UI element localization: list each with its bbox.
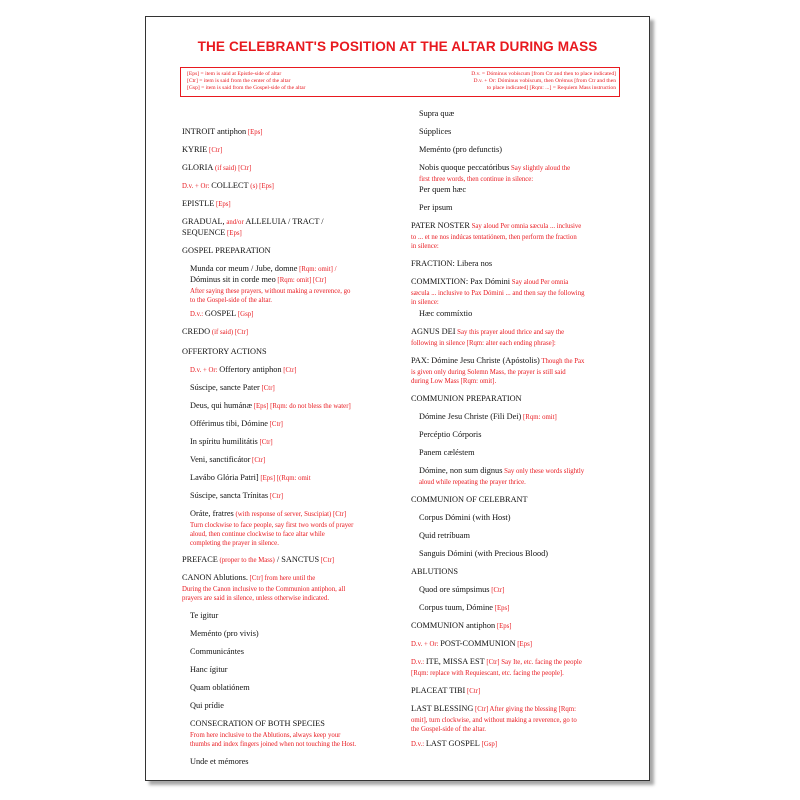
- prayer-title: SEQUENCE: [182, 228, 226, 237]
- entry-pax: [411, 356, 584, 368]
- instruction-note: to ... et ne nos indúcas tentatiónem, then perform the fraction: [411, 234, 577, 241]
- prayer-title: Dómine, non sum dignus: [419, 466, 503, 475]
- position-tag: [Ctr]: [207, 147, 223, 154]
- instruction-note: in silence:: [411, 299, 439, 306]
- instruction-note: to the Gospel-side of the altar.: [190, 297, 272, 304]
- position-tag: [Ctr]: [489, 587, 505, 594]
- prayer-title: Qui prídie: [190, 701, 224, 710]
- entry-lb_note2: [411, 724, 486, 735]
- position-tag: [Eps]: [214, 201, 231, 208]
- prayer-title: COMMUNION OF CELEBRANT: [411, 495, 528, 504]
- entry-deus_humanae: [182, 401, 351, 413]
- instruction-note: omit], turn clockwise, and without making a reverence, go to: [411, 717, 577, 724]
- prayer-title: Offertory antiphon: [219, 365, 282, 374]
- entry-gospel_prep: [182, 246, 271, 257]
- prayer-title: EPISTLE: [182, 199, 215, 208]
- entry-gospel: [182, 309, 253, 321]
- entry-epistle: [182, 199, 231, 211]
- legend-row: D.v. + Or: Dóminus vobíscum, then Orémus [from Ctr and then: [473, 78, 616, 84]
- position-tag: Say this prayer aloud thrice and say the: [455, 329, 565, 336]
- entry-off_antiphon: [182, 365, 296, 377]
- prayer-title: PAX:: [411, 356, 430, 365]
- entry-comm_celebrant: [411, 495, 528, 506]
- entry-corpus_tuum: [411, 603, 509, 615]
- prayer-title: PATER NOSTER: [411, 221, 470, 230]
- dominus-vobiscum-marker: D.v. + Or:: [182, 183, 212, 190]
- prayer-title-cont: ALLELUIA / TRACT /: [243, 217, 324, 226]
- instruction-note: During the Canon inclusive to the Communion antiphon, all: [182, 586, 346, 593]
- dominus-vobiscum-marker: D.v.:: [411, 741, 426, 748]
- prayer-title: Offérimus tibi, Dómine: [190, 419, 268, 428]
- prayer-title: Supra quæ: [419, 109, 455, 118]
- prayer-title-cont: Pax Dómini: [468, 277, 511, 286]
- entry-haec: [411, 309, 472, 320]
- instruction-note: first three words, then continue in silence:: [419, 176, 534, 183]
- dominus-vobiscum-marker: D.v. + Or:: [411, 641, 441, 648]
- instruction-note: in silence:: [411, 243, 439, 250]
- position-tag: [Ctr]: [233, 329, 249, 336]
- entry-sanguis: [411, 549, 548, 560]
- position-tag: [Ctr] Say Ite, etc. facing the people: [484, 659, 582, 666]
- prayer-title: INTROIT antiphon: [182, 127, 247, 136]
- instruction-note: the Gospel-side of the altar.: [411, 726, 486, 733]
- prayer-title: GLORIA: [182, 163, 214, 172]
- qualifier: (proper to the Mass): [217, 557, 275, 564]
- prayer-title: COMMUNION antiphon: [411, 621, 496, 630]
- instruction-note: aloud while repeating the prayer thrice.: [419, 479, 526, 486]
- position-tag: [Eps] [Rqm: do not bless the water]: [252, 403, 351, 410]
- entry-suscipe_pater: [182, 383, 275, 395]
- prayer-title: Quod ore súmpsimus: [419, 585, 490, 594]
- instruction-note: sæcula ... inclusive to Pax Dómini ... and then say the following: [411, 290, 585, 297]
- qualifier: and/or: [224, 219, 244, 226]
- prayer-title: GOSPEL: [204, 309, 237, 318]
- entry-commix_note2: [411, 297, 439, 308]
- entry-offertory: [182, 347, 267, 358]
- prayer-title: Corpus tuum, Dómine: [419, 603, 493, 612]
- entry-nobis_note: [411, 174, 533, 185]
- dominus-vobiscum-marker: D.v.:: [411, 659, 426, 666]
- instruction-note: After saying these prayers, without making a reverence, go: [190, 288, 351, 295]
- position-tag: [Ctr]: [465, 688, 481, 695]
- entry-comm_prep: [411, 394, 522, 405]
- prayer-title: Unde et mémores: [190, 757, 249, 766]
- position-tag: [Eps]: [246, 129, 263, 136]
- entry-post_comm: [411, 639, 532, 651]
- entry-ite_note: [411, 668, 564, 679]
- instruction-note: prayers are said in silence, unless otherwise indicated.: [182, 595, 330, 602]
- prayer-title: Hanc ígitur: [190, 665, 228, 674]
- prayer-title: KYRIE: [182, 145, 208, 154]
- entry-last_blessing: [411, 704, 576, 716]
- position-tag: [Ctr]: [267, 421, 283, 428]
- entry-gradual: [182, 217, 324, 229]
- entry-agnus_note: [411, 338, 556, 349]
- entry-suscipe_trinitas: [182, 491, 283, 503]
- entry-orate_note3: [182, 538, 279, 549]
- prayer-title: CREDO: [182, 327, 211, 336]
- entry-kyrie: [182, 145, 222, 157]
- prayer-title: ABLUTIONS: [411, 567, 459, 576]
- entry-qui_pridie: [182, 701, 224, 712]
- position-tag: [Ctr]: [281, 367, 297, 374]
- entry-veni: [182, 455, 265, 467]
- qualifier: (with Host): [470, 513, 511, 522]
- entry-agnus: [411, 327, 564, 339]
- legend-row: [Eps] = item is said at Epistle-side of altar: [187, 71, 282, 77]
- position-tag: [Rqm: omit] [Ctr]: [275, 277, 327, 284]
- legend-left: [187, 71, 305, 92]
- prayer-title: Dóminus sit in corde meo: [190, 275, 276, 284]
- entry-offerimus: [182, 419, 283, 431]
- entry-quam_oblationem: [182, 683, 250, 694]
- instruction-note: From here inclusive to the Ablutions, always keep your: [190, 732, 341, 739]
- entry-lavabo: [182, 473, 311, 485]
- entry-quod: [411, 585, 504, 597]
- entry-quid: [411, 531, 470, 542]
- prayer-title: Meménto: [419, 145, 451, 154]
- instruction-note: thumbs and index fingers joined when not touching the Host.: [190, 741, 357, 748]
- prayer-title: Súscipe, sancte Pater: [190, 383, 260, 392]
- prayer-title: PREFACE: [182, 555, 218, 564]
- entry-pater: [411, 221, 581, 233]
- prayer-title-cont: Dómine Jesu Christe (Apóstolis): [429, 356, 540, 365]
- entry-communicantes: [182, 647, 244, 658]
- entry-last_gospel: [411, 739, 497, 751]
- entry-pater_note2: [411, 241, 439, 252]
- prayer-title: Deus, qui humánæ: [190, 401, 252, 410]
- instruction-note: aloud, then continue clockwise to face altar while: [190, 531, 325, 538]
- position-tag: [Ctr]: [236, 165, 252, 172]
- prayer-title: CONSECRATION OF BOTH SPECIES: [190, 719, 325, 728]
- prayer-title: GRADUAL,: [182, 217, 225, 226]
- legend-right: [411, 71, 616, 92]
- entry-pax_note2: [411, 376, 496, 387]
- entry-canon: [182, 573, 315, 585]
- entry-orate: [182, 509, 346, 521]
- position-tag: [Ctr]: [257, 439, 273, 446]
- position-tag: [Eps]: [257, 183, 274, 190]
- entry-supra: [411, 109, 454, 120]
- prayer-title: Te igitur: [190, 611, 219, 620]
- qualifier: (with Precious Blood): [472, 549, 549, 558]
- prayer-title: Quam oblatiónem: [190, 683, 250, 692]
- entry-commixtion: [411, 277, 568, 289]
- prayer-title: Communicántes: [190, 647, 244, 656]
- prayer-title: Nobis quoque peccatóribus: [419, 163, 510, 172]
- entry-ablutions: [411, 567, 458, 578]
- prayer-title-cont: Libera nos: [454, 259, 493, 268]
- position-tag: [Eps]: [515, 641, 532, 648]
- position-tag: Say aloud Per omnia: [510, 279, 569, 286]
- entry-domine_jesu: [411, 412, 557, 424]
- entry-te_igitur: [182, 611, 218, 622]
- entry-introit: [182, 127, 263, 139]
- prayer-title: Quid retríbuam: [419, 531, 470, 540]
- entry-munda: [182, 264, 336, 276]
- instruction-note: completing the prayer in silence.: [190, 540, 279, 547]
- entry-domine_non: [411, 466, 584, 478]
- entry-credo: [182, 327, 248, 339]
- prayer-title: GOSPEL PREPARATION: [182, 246, 271, 255]
- prayer-title: FRACTION:: [411, 259, 455, 268]
- entry-memento_def: [411, 145, 502, 156]
- prayer-title: COMMIXTION:: [411, 277, 469, 286]
- entry-unde: [182, 757, 249, 768]
- prayer-title: Hæc commíxtio: [419, 309, 473, 318]
- position-tag: [Ctr] from here until the: [247, 575, 316, 582]
- position-tag: [Ctr]: [319, 557, 335, 564]
- qualifier: (Fili Dei): [488, 412, 522, 421]
- dominus-vobiscum-marker: D.v. + Or:: [190, 367, 220, 374]
- position-tag: [Eps]: [495, 623, 512, 630]
- legend-row: [Gsp] = item is said from the Gospel-side of the altar: [187, 85, 306, 91]
- entry-consecration: [182, 719, 325, 730]
- qualifier: (s): [248, 183, 258, 190]
- prayer-title-cont: Glória Patri]: [214, 473, 259, 482]
- instruction-note: [Rqm: replace with Requiescant, etc. facing the people].: [411, 670, 564, 677]
- prayer-title: CANON: [182, 573, 212, 582]
- entry-gospel_note2: [182, 295, 272, 306]
- position-tag: [Ctr]: [268, 493, 284, 500]
- legend-box: [180, 67, 620, 97]
- instruction-note: is given only during Solemn Mass, the prayer is still said: [411, 369, 566, 376]
- prayer-title: Dómine Jesu Christe: [419, 412, 489, 421]
- legend-row: to place indicated] [Rqm: ...] = Requiem Mass instruction: [486, 85, 616, 91]
- prayer-title: AGNUS DEI: [411, 327, 456, 336]
- entry-perceptio: [411, 430, 481, 441]
- prayer-title: OFFERTORY ACTIONS: [182, 347, 267, 356]
- prayer-title: LAST BLESSING: [411, 704, 474, 713]
- qualifier: (if said): [213, 165, 237, 172]
- entry-gloria: [182, 163, 251, 175]
- prayer-title: Percéptio Córporis: [419, 430, 482, 439]
- entry-panem: [411, 448, 475, 459]
- entry-canon_note2: [182, 593, 329, 604]
- card-title: THE CELEBRANT'S POSITION AT THE ALTAR DURING MASS: [197, 39, 598, 54]
- entry-ite: [411, 657, 582, 669]
- position-tag: [Ctr] After giving the blessing [Rqm:: [473, 706, 577, 713]
- position-tag: Say slightly aloud the: [509, 165, 571, 172]
- position-tag: Though the Pax: [539, 358, 585, 365]
- position-tag: Say only these words slightly: [502, 468, 585, 475]
- entry-domine_non_note: [411, 477, 526, 488]
- position-tag: [Rqm: omit]: [521, 414, 557, 421]
- prayer-title: ITE, MISSA EST: [425, 657, 485, 666]
- entry-nobis: [411, 163, 570, 175]
- entry-memento_vivis: [182, 629, 259, 640]
- prayer-title: Panem cæléstem: [419, 448, 475, 457]
- position-tag: [Ctr]: [259, 385, 275, 392]
- prayer-title-cont: Ablutions.: [211, 573, 248, 582]
- position-tag: [Gsp]: [236, 311, 254, 318]
- prayer-title: Meménto: [190, 629, 222, 638]
- position-tag: [Rqm: omit] /: [297, 266, 337, 273]
- qualifier: (pro vivis): [221, 629, 259, 638]
- instruction-card: [145, 16, 650, 781]
- entry-sequence: [182, 228, 242, 240]
- position-tag: (with response of server, Suscipiat) [Ctr]: [233, 511, 347, 518]
- position-tag: [Eps]: [225, 230, 242, 237]
- position-tag: Say aloud Per omnia sæcula ... inclusive: [469, 223, 582, 230]
- instruction-note: Turn clockwise to face people, say first two words of prayer: [190, 522, 354, 529]
- prayer-title: Lavábo: [190, 473, 215, 482]
- instruction-note: during Low Mass [Rqm: omit].: [411, 378, 497, 385]
- prayer-title: LAST GOSPEL: [425, 739, 480, 748]
- prayer-title: COLLECT: [211, 181, 249, 190]
- prayer-title: COMMUNION PREPARATION: [411, 394, 522, 403]
- instruction-note: following in silence [Rqm: alter each ending phrase]:: [411, 340, 556, 347]
- prayer-title: Súscipe, sancta Trínitas: [190, 491, 269, 500]
- prayer-title: Per ipsum: [419, 203, 453, 212]
- prayer-title: PLACEAT TIBI: [411, 686, 466, 695]
- qualifier: (pro defunctis): [450, 145, 502, 154]
- entry-per_quem: [411, 185, 466, 196]
- entry-preface: [182, 555, 334, 567]
- entry-in_spiritu: [182, 437, 273, 449]
- prayer-title: Corpus Dómini: [419, 513, 471, 522]
- entry-placeat: [411, 686, 480, 698]
- prayer-title: Per quem hæc: [419, 185, 467, 194]
- qualifier: (if said): [210, 329, 234, 336]
- entry-fraction: [411, 259, 492, 270]
- entry-dominus_sit: [182, 275, 326, 287]
- position-tag: [Eps] [(Rqm: omit: [258, 475, 311, 482]
- legend-row: D.v. = Dóminus vobíscum [from Ctr and then to place indicated]: [471, 71, 616, 77]
- position-tag: [Eps]: [492, 605, 510, 612]
- prayer-title: Veni, sanctificátor: [190, 455, 251, 464]
- prayer-title: Sanguis Dómini: [419, 549, 473, 558]
- legend-row: [Ctr] = item is said from the center of the altar: [187, 78, 291, 84]
- prayer-title: Súpplices: [419, 127, 452, 136]
- prayer-title: Oráte, fratres: [190, 509, 234, 518]
- entry-supplices: [411, 127, 451, 138]
- position-tag: [Gsp]: [479, 741, 498, 748]
- dominus-vobiscum-marker: D.v.:: [190, 311, 205, 318]
- entry-collect: [182, 181, 274, 193]
- position-tag: [Ctr]: [250, 457, 266, 464]
- entry-cons_note2: [182, 739, 356, 750]
- entry-per_ipsum: [411, 203, 452, 214]
- entry-hanc_igitur: [182, 665, 228, 676]
- prayer-title-cont: / SANCTUS: [274, 555, 320, 564]
- prayer-title: In spíritu humilitátis: [190, 437, 258, 446]
- entry-comm_antiphon: [411, 621, 512, 633]
- entry-corpus: [411, 513, 511, 524]
- prayer-title: Munda cor meum / Jube, domne: [190, 264, 298, 273]
- prayer-title: POST-COMMUNION: [440, 639, 516, 648]
